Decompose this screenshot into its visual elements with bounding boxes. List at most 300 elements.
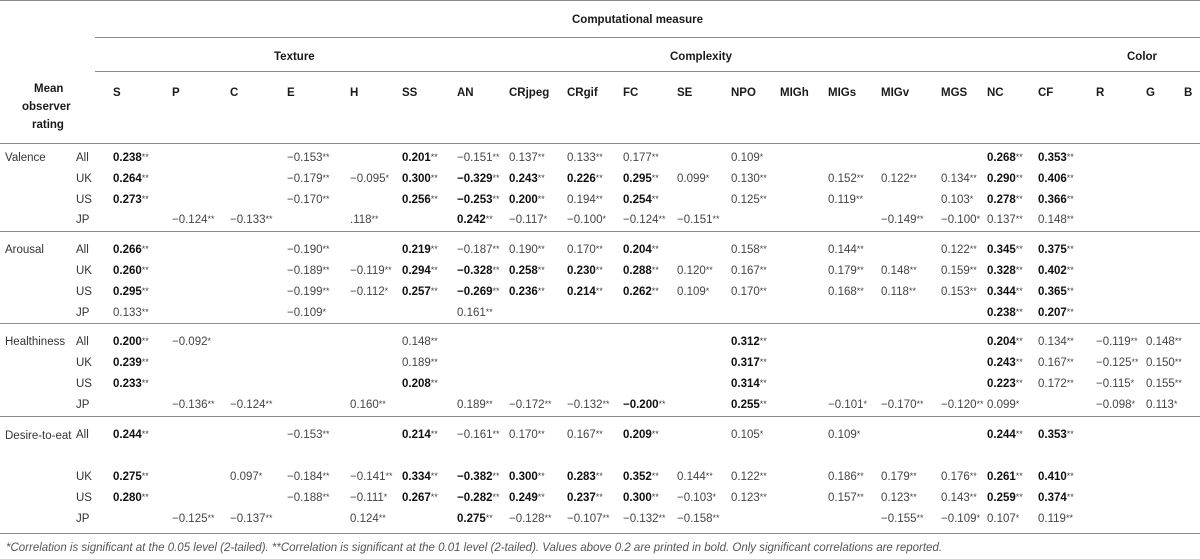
significance-marker: **: [1015, 173, 1023, 183]
table-cell: [677, 470, 713, 484]
significance-marker: **: [595, 244, 603, 254]
table-cell: [941, 264, 977, 278]
column-header-h: H: [350, 87, 359, 99]
cell-value: −0.132: [567, 399, 603, 411]
cell-value: −0.133: [230, 214, 266, 226]
cell-value: 0.119: [1038, 513, 1066, 525]
cell-value: 0.345: [987, 244, 1016, 256]
cell-value: 0.167: [1038, 357, 1067, 369]
significance-marker: **: [1015, 471, 1023, 481]
table-cell: [457, 512, 493, 526]
cell-value: 0.133: [113, 307, 142, 319]
significance-marker: **: [537, 471, 545, 481]
significance-marker: **: [916, 513, 924, 523]
significance-marker: **: [492, 492, 500, 502]
table-cell: [172, 512, 215, 526]
cell-value: −0.115: [1096, 378, 1131, 390]
significance-marker: **: [595, 429, 603, 439]
cell-value: 0.262: [623, 286, 652, 298]
table-cell: [987, 428, 1023, 442]
row-label: All: [76, 152, 89, 164]
table-cell: [987, 356, 1023, 370]
table-cell: [509, 243, 545, 257]
significance-marker: **: [595, 194, 603, 204]
table-cell: [623, 243, 659, 257]
significance-marker: **: [1130, 336, 1138, 346]
row-header-line-1: Mean: [34, 83, 64, 95]
cell-value: 0.207: [1038, 307, 1067, 319]
cell-value: 0.280: [113, 492, 142, 504]
significance-marker: *: [856, 429, 861, 439]
cell-value: 0.242: [457, 214, 486, 226]
significance-marker: **: [908, 286, 916, 296]
significance-marker: **: [544, 399, 552, 409]
cell-value: −0.155: [881, 513, 917, 525]
significance-marker: **: [537, 286, 545, 296]
cell-value: 0.295: [623, 173, 652, 185]
cell-value: −0.125: [1096, 357, 1132, 369]
table-cell: [567, 470, 603, 484]
table-cell: [457, 470, 500, 484]
top-rule: [0, 0, 1200, 1]
significance-marker: **: [384, 265, 392, 275]
cell-value: 0.238: [987, 307, 1016, 319]
significance-marker: **: [430, 286, 438, 296]
group-header-rule: [95, 71, 1200, 72]
cell-value: 0.109: [677, 286, 706, 298]
cell-value: 0.189: [457, 399, 486, 411]
table-cell: [509, 213, 547, 227]
table-cell: [828, 470, 864, 484]
significance-marker: **: [651, 286, 659, 296]
cell-value: 0.152: [828, 173, 857, 185]
cell-value: 0.130: [731, 173, 760, 185]
significance-marker: **: [856, 471, 864, 481]
significance-marker: **: [1174, 336, 1182, 346]
table-cell: [623, 398, 666, 412]
table-cell: [677, 213, 720, 227]
column-header-migv: MIGv: [881, 87, 910, 99]
table-cell: [731, 243, 767, 257]
cell-value: −0.120: [941, 399, 977, 411]
cell-value: 0.249: [509, 492, 538, 504]
cell-value: 0.122: [731, 471, 760, 483]
cell-value: 0.123: [731, 492, 760, 504]
super-title: Computational measure: [572, 14, 703, 26]
significance-marker: **: [1015, 357, 1023, 367]
table-cell: [567, 243, 603, 257]
significance-marker: **: [969, 173, 977, 183]
table-cell: [567, 428, 603, 442]
cell-value: 0.122: [881, 173, 910, 185]
cell-value: −0.187: [457, 244, 493, 256]
table-cell: [113, 470, 149, 484]
significance-marker: **: [1065, 513, 1073, 523]
table-cell: [731, 264, 767, 278]
cell-value: 0.334: [402, 471, 431, 483]
significance-marker: **: [976, 399, 984, 409]
cell-value: 0.200: [509, 194, 538, 206]
cell-value: 0.105: [731, 429, 760, 441]
significance-marker: **: [759, 194, 767, 204]
cell-value: 0.219: [402, 244, 431, 256]
significance-marker: **: [759, 286, 767, 296]
table-cell: [509, 285, 545, 299]
cell-value: 0.402: [1038, 265, 1067, 277]
cell-value: 0.266: [113, 244, 142, 256]
table-cell: [987, 285, 1023, 299]
table-cell: [828, 264, 864, 278]
table-cell: [731, 335, 767, 349]
table-cell: [457, 306, 493, 320]
table-cell: [828, 172, 864, 186]
table-cell: [1038, 264, 1074, 278]
table-cell: [402, 491, 438, 505]
group-header-texture: Texture: [274, 51, 315, 63]
table-cell: [113, 306, 149, 320]
significance-marker: **: [492, 286, 500, 296]
table-cell: [402, 377, 438, 391]
group-label: Arousal: [5, 244, 44, 256]
group-separator-rule: [0, 416, 1200, 417]
cell-value: −0.095: [350, 173, 386, 185]
significance-marker: **: [1066, 357, 1074, 367]
cell-value: 0.278: [987, 194, 1016, 206]
footnote: *Correlation is significant at the 0.05 level (2-tailed). **Correlation is significant at the 0.01 level (2-tailed). Values above 0.2 are printed in bold. Only significant correlations are reported.: [6, 542, 943, 554]
table-cell: [1038, 193, 1074, 207]
table-cell: [509, 172, 545, 186]
significance-marker: **: [969, 265, 977, 275]
column-header-se: SE: [677, 87, 693, 99]
table-cell: [567, 151, 603, 165]
significance-marker: **: [651, 265, 659, 275]
row-label: JP: [76, 513, 90, 525]
cell-value: 0.283: [567, 471, 596, 483]
significance-marker: **: [492, 244, 500, 254]
table-cell: [623, 491, 659, 505]
cell-value: −0.103: [677, 492, 713, 504]
row-header-line-3: rating: [32, 119, 64, 131]
significance-marker: **: [705, 265, 713, 275]
significance-marker: **: [537, 492, 545, 502]
table-cell: [941, 193, 973, 207]
significance-marker: **: [537, 265, 545, 275]
significance-marker: **: [759, 399, 767, 409]
table-cell: [350, 172, 389, 186]
table-cell: [1146, 356, 1182, 370]
cell-value: −0.253: [457, 194, 493, 206]
table-cell: [1038, 243, 1074, 257]
cell-value: 0.254: [623, 194, 652, 206]
cell-value: 0.300: [509, 471, 538, 483]
cell-value: 0.103: [941, 194, 970, 206]
significance-marker: **: [430, 357, 438, 367]
significance-marker: **: [430, 265, 438, 275]
significance-marker: **: [651, 194, 659, 204]
table-cell: [509, 193, 545, 207]
row-label: UK: [76, 357, 92, 369]
table-cell: [402, 193, 438, 207]
significance-marker: *: [543, 214, 548, 224]
table-cell: [941, 172, 977, 186]
table-cell: [881, 264, 917, 278]
significance-marker: **: [759, 173, 767, 183]
group-separator-rule: [0, 231, 1200, 232]
cell-value: −0.128: [509, 513, 545, 525]
table-cell: [287, 285, 330, 299]
cell-value: 0.160: [350, 399, 379, 411]
cell-value: 0.172: [1038, 378, 1067, 390]
significance-marker: **: [1066, 378, 1074, 388]
table-cell: [623, 151, 659, 165]
table-cell: [1038, 335, 1074, 349]
row-label: All: [76, 244, 89, 256]
table-cell: [172, 335, 211, 349]
cell-value: 0.300: [402, 173, 431, 185]
cell-value: 0.410: [1038, 471, 1067, 483]
table-cell: [731, 193, 767, 207]
table-cell: [172, 398, 215, 412]
significance-marker: **: [1066, 244, 1074, 254]
significance-marker: **: [1131, 357, 1139, 367]
cell-value: 0.244: [987, 429, 1016, 441]
cell-value: −0.109: [287, 307, 323, 319]
cell-value: −0.282: [457, 492, 493, 504]
significance-marker: **: [651, 173, 659, 183]
cell-value: 0.260: [113, 265, 142, 277]
cell-value: 0.288: [623, 265, 652, 277]
significance-marker: **: [1015, 336, 1023, 346]
significance-marker: **: [322, 265, 330, 275]
cell-value: 0.214: [567, 286, 596, 298]
table-cell: [987, 470, 1023, 484]
cell-value: 0.261: [987, 471, 1016, 483]
table-cell: [677, 512, 720, 526]
cell-value: −0.124: [623, 214, 659, 226]
table-cell: [1146, 377, 1182, 391]
significance-marker: **: [322, 492, 330, 502]
significance-marker: **: [595, 471, 603, 481]
cell-value: 0.123: [881, 492, 910, 504]
cell-value: 0.153: [941, 286, 970, 298]
cell-value: 0.143: [941, 492, 970, 504]
significance-marker: **: [485, 307, 493, 317]
table-cell: [881, 285, 916, 299]
table-cell: [731, 356, 767, 370]
cell-value: 0.176: [941, 471, 970, 483]
table-cell: [567, 285, 603, 299]
cell-value: −0.092: [172, 336, 208, 348]
table-cell: [113, 172, 149, 186]
table-cell: [457, 172, 500, 186]
significance-marker: **: [759, 265, 767, 275]
cell-value: 0.353: [1038, 152, 1067, 164]
significance-marker: **: [1066, 336, 1074, 346]
row-label: All: [76, 429, 89, 441]
table-cell: [402, 264, 438, 278]
cell-value: 0.161: [457, 307, 486, 319]
table-cell: [402, 285, 438, 299]
cell-value: −0.269: [457, 286, 493, 298]
table-cell: [230, 213, 273, 227]
significance-marker: **: [1015, 244, 1023, 254]
significance-marker: **: [265, 513, 273, 523]
cell-value: 0.137: [987, 214, 1016, 226]
significance-marker: **: [207, 513, 215, 523]
significance-marker: *: [322, 307, 327, 317]
column-header-cf: CF: [1038, 87, 1054, 99]
table-cell: [941, 491, 977, 505]
significance-marker: **: [1015, 194, 1023, 204]
significance-marker: **: [969, 244, 977, 254]
significance-marker: **: [759, 471, 767, 481]
column-header-an: AN: [457, 87, 474, 99]
table-cell: [828, 193, 863, 207]
cell-value: 0.201: [402, 152, 431, 164]
table-cell: [402, 172, 438, 186]
column-header-fc: FC: [623, 87, 639, 99]
significance-marker: *: [759, 429, 764, 439]
table-cell: [1038, 470, 1074, 484]
significance-marker: *: [602, 214, 607, 224]
cell-value: −0.153: [287, 429, 323, 441]
super-title-rule: [95, 37, 1200, 38]
significance-marker: **: [492, 265, 500, 275]
cell-value: 0.273: [113, 194, 142, 206]
table-cell: [731, 377, 767, 391]
group-label: Healthiness: [5, 336, 66, 348]
significance-marker: **: [322, 471, 330, 481]
cell-value: 0.113: [1146, 399, 1174, 411]
column-header-b: B: [1184, 87, 1193, 99]
significance-marker: *: [969, 194, 974, 204]
table-cell: [457, 491, 500, 505]
significance-marker: **: [537, 194, 545, 204]
cell-value: 0.300: [623, 492, 652, 504]
table-cell: [287, 306, 326, 320]
significance-marker: **: [595, 265, 603, 275]
row-label: JP: [76, 307, 90, 319]
significance-marker: **: [485, 214, 493, 224]
cell-value: −0.328: [457, 265, 493, 277]
cell-value: −0.124: [230, 399, 266, 411]
cell-value: 0.406: [1038, 173, 1067, 185]
table-cell: [881, 491, 917, 505]
significance-marker: **: [430, 336, 438, 346]
significance-marker: **: [265, 214, 273, 224]
significance-marker: *: [1130, 378, 1135, 388]
table-cell: [987, 398, 1019, 412]
significance-marker: *: [705, 286, 710, 296]
table-cell: [987, 377, 1023, 391]
column-header-e: E: [287, 87, 295, 99]
cell-value: −0.170: [881, 399, 917, 411]
cell-value: −0.119: [1096, 336, 1131, 348]
table-cell: [731, 172, 767, 186]
table-cell: [881, 512, 924, 526]
cell-value: −0.098: [1096, 399, 1132, 411]
cell-value: 0.168: [828, 286, 857, 298]
column-header-npo: NPO: [731, 87, 756, 99]
table-cell: [457, 213, 493, 227]
significance-marker: **: [658, 214, 666, 224]
significance-marker: *: [712, 492, 717, 502]
significance-marker: **: [207, 214, 215, 224]
cell-value: 0.258: [509, 265, 538, 277]
table-cell: [731, 491, 767, 505]
cell-value: 0.223: [987, 378, 1016, 390]
significance-marker: **: [1066, 492, 1074, 502]
significance-marker: **: [141, 265, 149, 275]
significance-marker: *: [1015, 513, 1020, 523]
table-cell: [1038, 491, 1074, 505]
cell-value: 0.295: [113, 286, 142, 298]
table-cell: [828, 398, 867, 412]
cell-value: 0.243: [509, 173, 538, 185]
significance-marker: **: [141, 286, 149, 296]
table-cell: [287, 193, 330, 207]
column-header-g: G: [1146, 87, 1155, 99]
column-header-nc: NC: [987, 87, 1004, 99]
cell-value: 0.137: [509, 152, 538, 164]
significance-marker: **: [141, 471, 149, 481]
significance-marker: **: [378, 513, 386, 523]
significance-marker: **: [651, 152, 659, 162]
cell-value: 0.259: [987, 492, 1016, 504]
table-cell: [677, 264, 713, 278]
table-cell: [1038, 172, 1074, 186]
table-cell: [1096, 335, 1138, 349]
significance-marker: *: [1015, 399, 1020, 409]
table-cell: [987, 491, 1023, 505]
table-cell: [1146, 335, 1182, 349]
significance-marker: **: [1015, 492, 1023, 502]
table-cell: [1096, 356, 1139, 370]
significance-marker: **: [651, 429, 659, 439]
row-label: All: [76, 336, 89, 348]
table-cell: [677, 285, 709, 299]
table-cell: [987, 512, 1019, 526]
table-cell: [402, 356, 438, 370]
cell-value: 0.170: [509, 429, 538, 441]
cell-value: 0.109: [731, 152, 760, 164]
table-cell: [1038, 512, 1073, 526]
significance-marker: **: [759, 336, 767, 346]
cell-value: 0.157: [828, 492, 857, 504]
significance-marker: **: [1066, 152, 1074, 162]
row-label: US: [76, 286, 92, 298]
table-cell: [350, 264, 392, 278]
table-cell: [567, 264, 603, 278]
cell-value: 0.275: [457, 513, 486, 525]
significance-marker: *: [976, 214, 981, 224]
significance-marker: *: [258, 471, 263, 481]
table-cell: [623, 470, 659, 484]
significance-marker: **: [485, 513, 493, 523]
cell-value: −0.137: [230, 513, 266, 525]
cell-value: 0.238: [113, 152, 142, 164]
significance-marker: **: [651, 471, 659, 481]
significance-marker: **: [141, 336, 149, 346]
cell-value: −0.132: [623, 513, 659, 525]
cell-value: 0.328: [987, 265, 1016, 277]
significance-marker: **: [207, 399, 215, 409]
significance-marker: **: [916, 214, 924, 224]
cell-value: −0.179: [287, 173, 323, 185]
table-cell: [509, 491, 545, 505]
significance-marker: **: [969, 471, 977, 481]
cell-value: −0.100: [941, 214, 977, 226]
